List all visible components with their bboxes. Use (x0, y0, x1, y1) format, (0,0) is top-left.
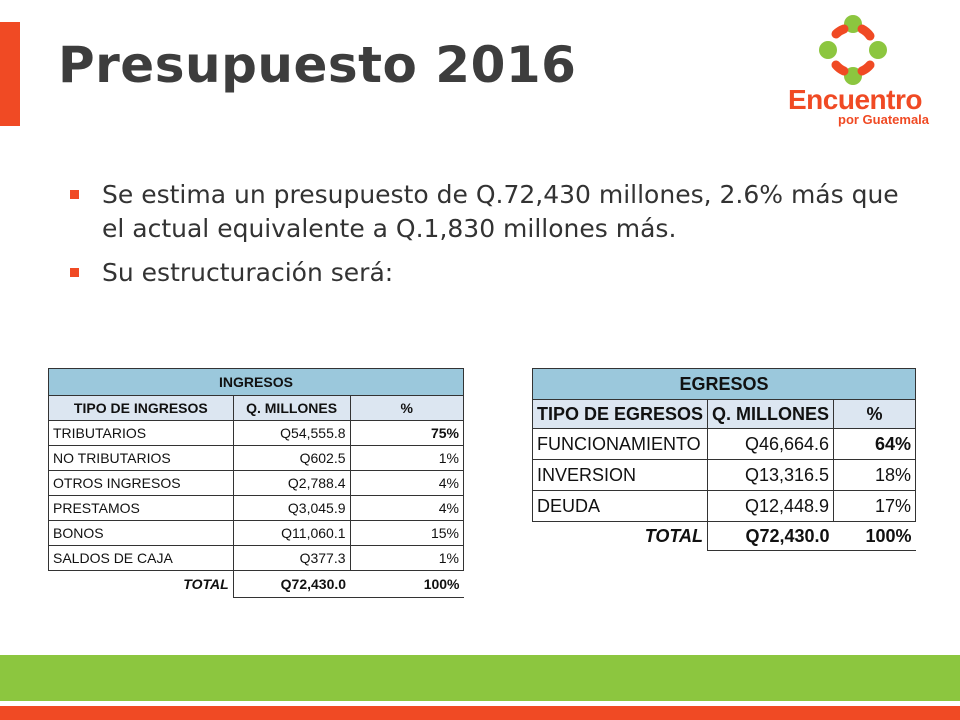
cell-pct: 18% (834, 460, 916, 491)
egresos-table (532, 368, 916, 551)
cell-pct: 4% (350, 471, 463, 496)
bullet-text: Se estima un presupuesto de Q.72,430 millones, 2.6% más que el actual equivalente a Q.1,830 millones más. (102, 180, 899, 243)
slide-title: Presupuesto 2016 (58, 36, 577, 94)
cell-tipo: NO TRIBUTARIOS (49, 446, 234, 471)
bullet-square-icon (70, 268, 79, 277)
cell-pct: 4% (350, 496, 463, 521)
cell-tipo: FUNCIONAMIENTO (533, 429, 708, 460)
table-row (533, 491, 916, 522)
total-row (533, 522, 916, 551)
cell-monto: Q12,448.9 (708, 491, 834, 522)
cell-tipo: INVERSION (533, 460, 708, 491)
cell-monto: Q13,316.5 (708, 460, 834, 491)
cell-tipo: TRIBUTARIOS (49, 421, 234, 446)
bullet-item (68, 256, 908, 290)
cell-tipo: OTROS INGRESOS (49, 471, 234, 496)
footer-green-band (0, 655, 960, 701)
bullet-list (68, 178, 908, 300)
cell-pct: 17% (834, 491, 916, 522)
table-row (49, 496, 464, 521)
bullet-item (68, 178, 908, 246)
cell-tipo: PRESTAMOS (49, 496, 234, 521)
cell-tipo: SALDOS DE CAJA (49, 546, 234, 571)
column-header-pct: % (350, 396, 463, 421)
ingresos-table (48, 368, 464, 598)
title-accent-bar (0, 22, 20, 126)
cell-pct: 1% (350, 446, 463, 471)
table-row (49, 546, 464, 571)
logo-wordmark: Encuentro (788, 84, 922, 115)
column-header-pct: % (834, 400, 916, 429)
table-row (533, 460, 916, 491)
column-header-monto: Q. MILLONES (233, 396, 350, 421)
total-label: TOTAL (183, 576, 229, 593)
logo-tagline: por Guatemala (838, 112, 930, 127)
table-row (49, 521, 464, 546)
total-label: TOTAL (644, 525, 704, 546)
cell-pct: 64% (834, 429, 916, 460)
table-row (49, 446, 464, 471)
ingresos-table-title: INGRESOS (49, 369, 464, 396)
table-row (49, 421, 464, 446)
table-row (49, 471, 464, 496)
total-monto: Q72,430.0 (708, 522, 834, 551)
cell-monto: Q11,060.1 (233, 521, 350, 546)
cell-tipo: DEUDA (533, 491, 708, 522)
cell-pct: 75% (350, 421, 463, 446)
column-header-monto: Q. MILLONES (708, 400, 834, 429)
encuentro-logo (780, 12, 950, 130)
footer-orange-band (0, 706, 960, 720)
cell-tipo: BONOS (49, 521, 234, 546)
total-pct: 100% (350, 571, 463, 598)
table-row (533, 429, 916, 460)
bullet-text: Su estructuración será: (102, 258, 394, 287)
cell-monto: Q3,045.9 (233, 496, 350, 521)
bullet-square-icon (70, 190, 79, 199)
logo-circles-icon (780, 12, 950, 92)
cell-monto: Q46,664.6 (708, 429, 834, 460)
cell-monto: Q602.5 (233, 446, 350, 471)
column-header-tipo: TIPO DE EGRESOS (533, 400, 708, 429)
cell-pct: 1% (350, 546, 463, 571)
egresos-table-title: EGRESOS (533, 369, 916, 400)
total-row (49, 571, 464, 598)
cell-monto: Q377.3 (233, 546, 350, 571)
column-header-tipo: TIPO DE INGRESOS (49, 396, 234, 421)
cell-monto: Q54,555.8 (233, 421, 350, 446)
total-monto: Q72,430.0 (233, 571, 350, 598)
cell-monto: Q2,788.4 (233, 471, 350, 496)
cell-pct: 15% (350, 521, 463, 546)
total-pct: 100% (834, 522, 916, 551)
